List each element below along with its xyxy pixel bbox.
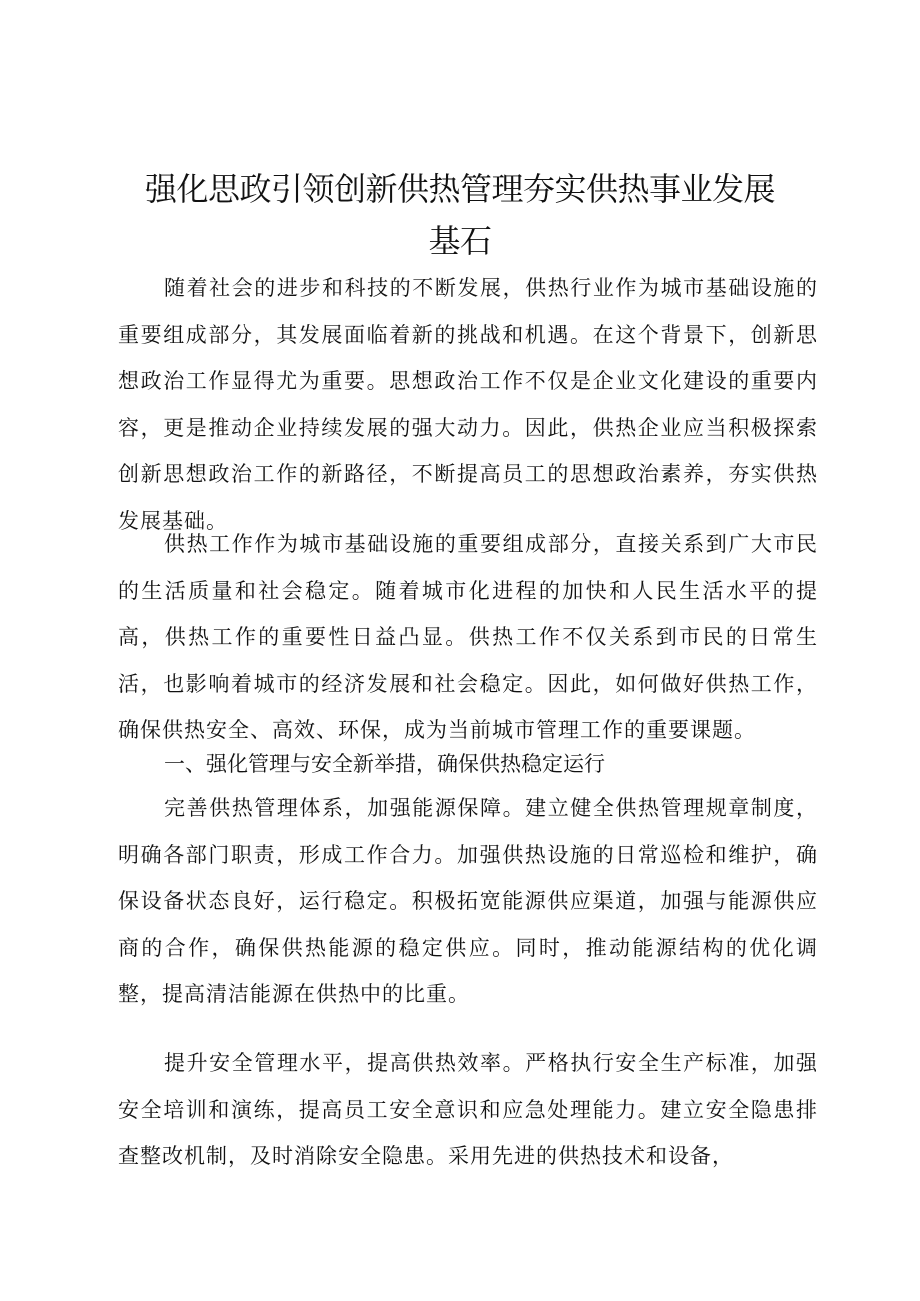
body-paragraph-4: 提升安全管理水平，提高供热效率。严格执行安全生产标准，加强安全培训和演练，提高员工安全意识和应急处理能力。建立安全隐患排查整改机制，及时消除安全隐患。采用先进的供热技术和设备，: [118, 1051, 818, 1169]
body-paragraph-3: 完善供热管理体系，加强能源保障。建立健全供热管理规章制度，明确各部门职责，形成工作合力。加强供热设施的日常巡检和维护，确保设备状态良好，运行稳定。积极拓宽能源供应渠道，加强与能源供应商的合作，确保供热能源的稳定供应。同时，推动能源结构的优化调整，提高清洁能源在供热中的比重。: [118, 796, 818, 1007]
document-title-line-1: 强化思政引领创新供热管理夯实供热事业发展: [144, 170, 775, 208]
document-title-line-2: 基石: [428, 222, 492, 260]
body-paragraph-2: 供热工作作为城市基础设施的重要组成部分，直接关系到广大市民的生活质量和社会稳定。随着城市化进程的加快和人民生活水平的提高，供热工作的重要性日益凸显。供热工作不仅关系到市民的日常生活，也影响着城市的经济发展和社会稳定。因此，如何做好供热工作，确保供热安全、高效、环保，成为当前城市管理工作的重要课题。: [118, 532, 818, 743]
section-heading-1: 一、强化管理与安全新举措，确保供热稳定运行: [164, 752, 605, 776]
body-paragraph-1: 随着社会的进步和科技的不断发展，供热行业作为城市基础设施的重要组成部分，其发展面临着新的挑战和机遇。在这个背景下，创新思想政治工作显得尤为重要。思想政治工作不仅是企业文化建设的重要内容，更是推动企业持续发展的强大动力。因此，供热企业应当积极探索创新思想政治工作的新路径，不断提高员工的思想政治素养，夯实供热发展基础。: [118, 276, 818, 533]
